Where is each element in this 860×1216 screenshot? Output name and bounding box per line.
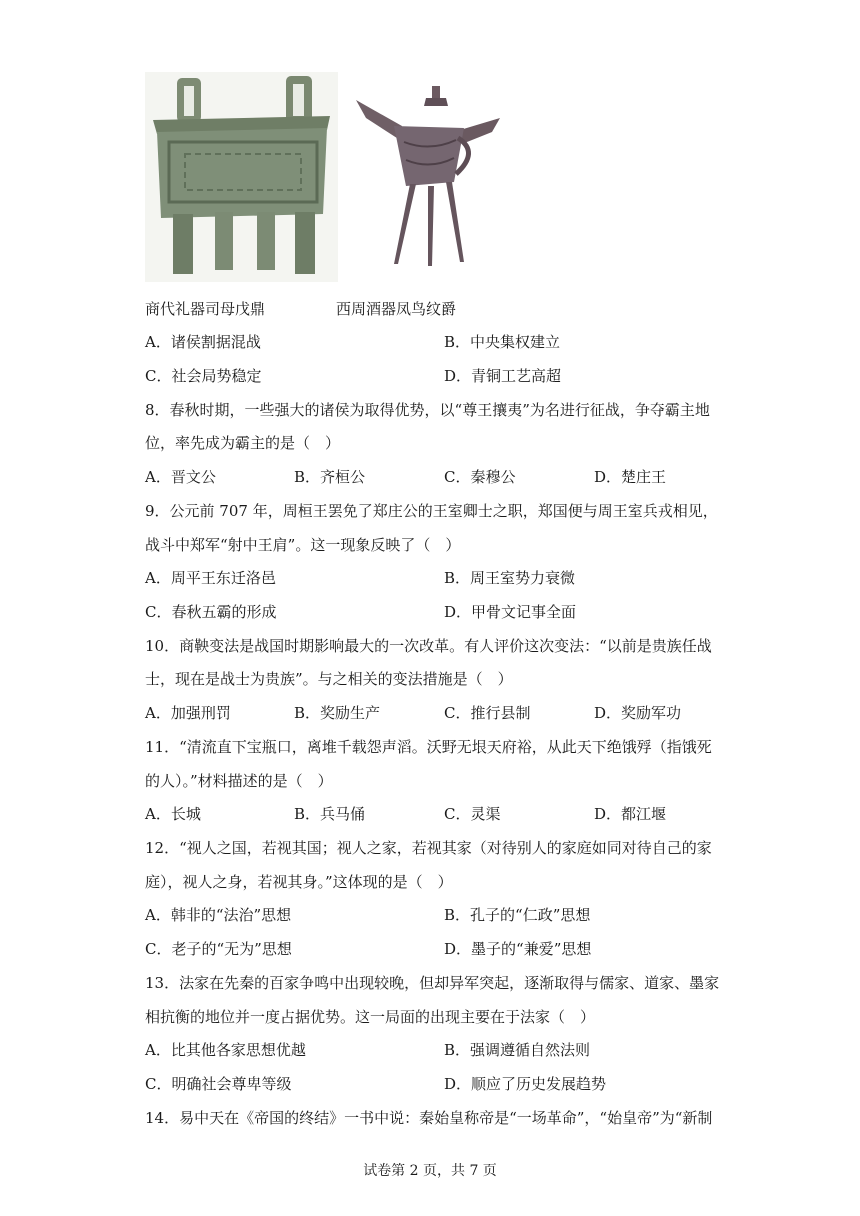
q13-stem-line2: 相抗衡的地位并一度占据优势。这一局面的出现主要在于法家（ ） [145,1008,596,1026]
q13-option-c[interactable]: C．明确社会尊卑等级 [145,1075,292,1093]
q12-option-a[interactable]: A．韩非的“法治”思想 [145,906,292,924]
q13-option-a[interactable]: A．比其他各家思想优越 [145,1041,306,1059]
q11-stem-line2: 的人）。”材料描述的是（ ） [145,772,333,790]
q11-option-a[interactable]: A．长城 [145,805,201,823]
q8-option-d[interactable]: D．楚庄王 [594,468,667,486]
q14-stem-line1: 14．易中天在《帝国的终结》一书中说：秦始皇称帝是“一场革命”，“始皇帝”为“新制 [145,1109,713,1127]
q12-option-b[interactable]: B．孔子的“仁政”思想 [444,906,591,924]
q7-option-c[interactable]: C．社会局势稳定 [145,367,262,385]
jue-caption: 西周酒器凤鸟纹爵 [336,300,457,318]
q10-option-b[interactable]: B．奖励生产 [294,704,381,722]
q11-option-c[interactable]: C．灵渠 [444,805,501,823]
q9-option-a[interactable]: A．周平王东迁洛邑 [145,569,276,587]
q12-option-d[interactable]: D．墨子的“兼爱”思想 [444,940,592,958]
q9-stem-line2: 战斗中郑军“射中王肩”。这一现象反映了（ ） [145,536,461,554]
q10-stem-line2: 士，现在是战士为贵族”。与之相关的变法措施是（ ） [145,670,513,688]
q9-stem-line1: 9．公元前 707 年，周桓王罢免了郑庄公的王室卿士之职，郑国便与周王室兵戎相见， [145,502,718,520]
q9-option-c[interactable]: C．春秋五霸的形成 [145,603,277,621]
q9-option-d[interactable]: D．甲骨文记事全面 [444,603,577,621]
q12-stem-line2: 庭），视人之身，若视其身。”这体现的是（ ） [145,873,453,891]
q11-option-d[interactable]: D．都江堰 [594,805,667,823]
q9-option-b[interactable]: B．周王室势力衰微 [444,569,576,587]
q13-option-d[interactable]: D．顺应了历史发展趋势 [444,1075,607,1093]
q11-option-b[interactable]: B．兵马俑 [294,805,366,823]
q10-option-a[interactable]: A．加强刑罚 [145,704,231,722]
q12-option-c[interactable]: C．老子的“无为”思想 [145,940,292,958]
q10-stem-line1: 10．商鞅变法是战国时期影响最大的一次改革。有人评价这次变法：“以前是贵族任战 [145,637,712,655]
page-footer: 试卷第 2 页，共 7 页 [363,1163,497,1179]
ding-image [145,72,338,282]
q8-stem-line1: 8．春秋时期，一些强大的诸侯为取得优势，以“尊王攘夷”为名进行征战，争夺霸主地 [145,401,710,419]
q10-option-d[interactable]: D．奖励军功 [594,704,682,722]
q11-stem-line1: 11．“清流直下宝瓶口，离堆千载怨声滔。沃野无垠天府裕，从此天下绝饿殍（指饿死 [145,738,712,756]
q13-stem-line1: 13．法家在先秦的百家争鸣中出现较晚，但却异军突起，逐渐取得与儒家、道家、墨家 [145,974,720,992]
q8-option-b[interactable]: B．齐桓公 [294,468,366,486]
q8-option-c[interactable]: C．秦穆公 [444,468,516,486]
q8-option-a[interactable]: A．晋文公 [145,468,216,486]
q7-option-a[interactable]: A．诸侯割据混战 [145,333,261,351]
q8-stem-line2: 位，率先成为霸主的是（ ） [145,434,341,452]
q13-option-b[interactable]: B．强调遵循自然法则 [444,1041,591,1059]
q10-option-c[interactable]: C．推行县制 [444,704,531,722]
q12-stem-line1: 12．“视人之国，若视其国；视人之家，若视其家（对待别人的家庭如同对待自己的家 [145,839,712,857]
q7-option-b[interactable]: B．中央集权建立 [444,333,561,351]
jue-image [352,82,502,268]
q7-option-d[interactable]: D．青铜工艺高超 [444,367,562,385]
ding-caption: 商代礼器司母戊鼎 [145,300,266,318]
